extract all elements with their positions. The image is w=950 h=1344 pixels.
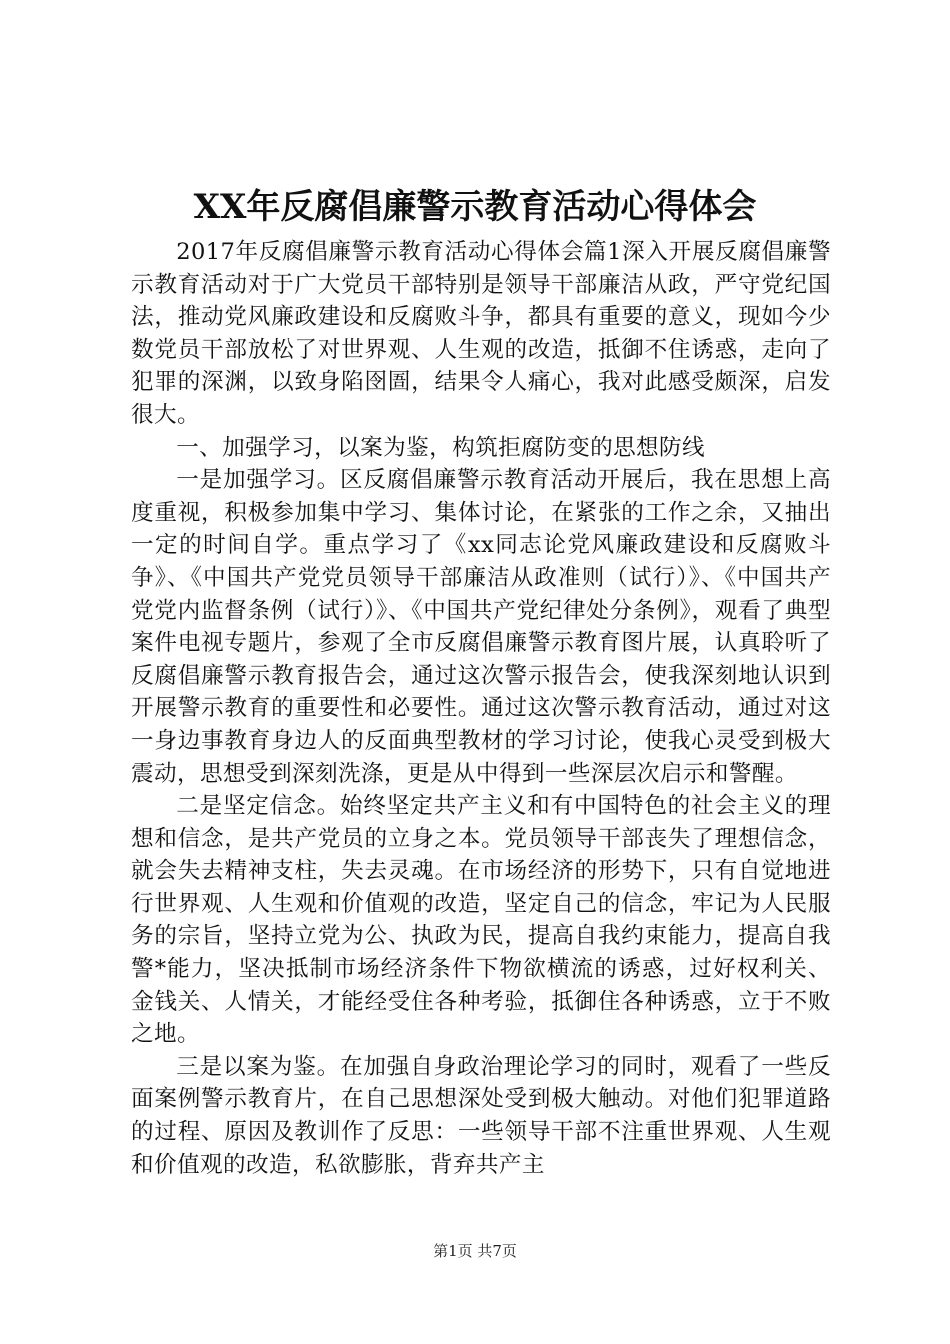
document-title: XX年反腐倡廉警示教育活动心得体会 [193, 187, 757, 227]
paragraph-intro: 2017年反腐倡廉警示教育活动心得体会篇1深入开展反腐倡廉警示教育活动对于广大党员干部特别是领导干部廉洁从政，严守党纪国法，推动党风廉政建设和反腐败斗争，都具有重要的意义，现如今少数党员干部放松了对世界观、人生观的改造，抵御不住诱惑，走向了犯罪的深渊，以致身陷囹圄，结果令人痛心，我对此感受颇深，启发很大。 [131, 239, 831, 428]
paragraph-belief: 二是坚定信念。始终坚定共产主义和有中国特色的社会主义的理想和信念，是共产党员的立身之本。党员领导干部丧失了理想信念，就会失去精神支柱，失去灵魂。在市场经济的形势下，只有自觉地进行世界观、人生观和价值观的改造，坚定自己的信念，牢记为人民服务的宗旨，坚持立党为公、执政为民，提高自我约束能力，提高自我警*能力，坚决抵制市场经济条件下物欲横流的诱惑，过好权利关、金钱关、人情关，才能经受住各种考验，抵御住各种诱惑，立于不败之地。 [131, 793, 831, 1048]
paragraph-case-lesson: 三是以案为鉴。在加强自身政治理论学习的同时，观看了一些反面案例警示教育片，在自己思想深处受到极大触动。对他们犯罪道路的过程、原因及教训作了反思：一些领导干部不注重世界观、人生观和价值观的改造，私欲膨胀，背弃共产主 [131, 1053, 831, 1178]
page-number-footer: 第1页 共7页 [433, 1242, 517, 1260]
document-body [131, 236, 831, 1181]
section-heading-one: 一、加强学习，以案为鉴，构筑拒腐防变的思想防线 [176, 434, 706, 461]
paragraph-study: 一是加强学习。区反腐倡廉警示教育活动开展后，我在思想上高度重视，积极参加集中学习、集体讨论，在紧张的工作之余，又抽出一定的时间自学。重点学习了《xx同志论党风廉政建设和反腐败斗争》、《中国共产党党员领导干部廉洁从政准则（试行）》、《中国共产党党内监督条例（试行）》、《中国共产党纪律处分条例》，观看了典型案件电视专题片，参观了全市反腐倡廉警示教育图片展，认真聆听了反腐倡廉警示教育报告会，通过这次警示报告会，使我深刻地认识到开展警示教育的重要性和必要性。通过这次警示教育活动，通过对这一身边事教育身边人的反面典型教材的学习讨论，使我心灵受到极大震动，思想受到深刻洗涤，更是从中得到一些深层次启示和警醒。 [131, 467, 831, 787]
